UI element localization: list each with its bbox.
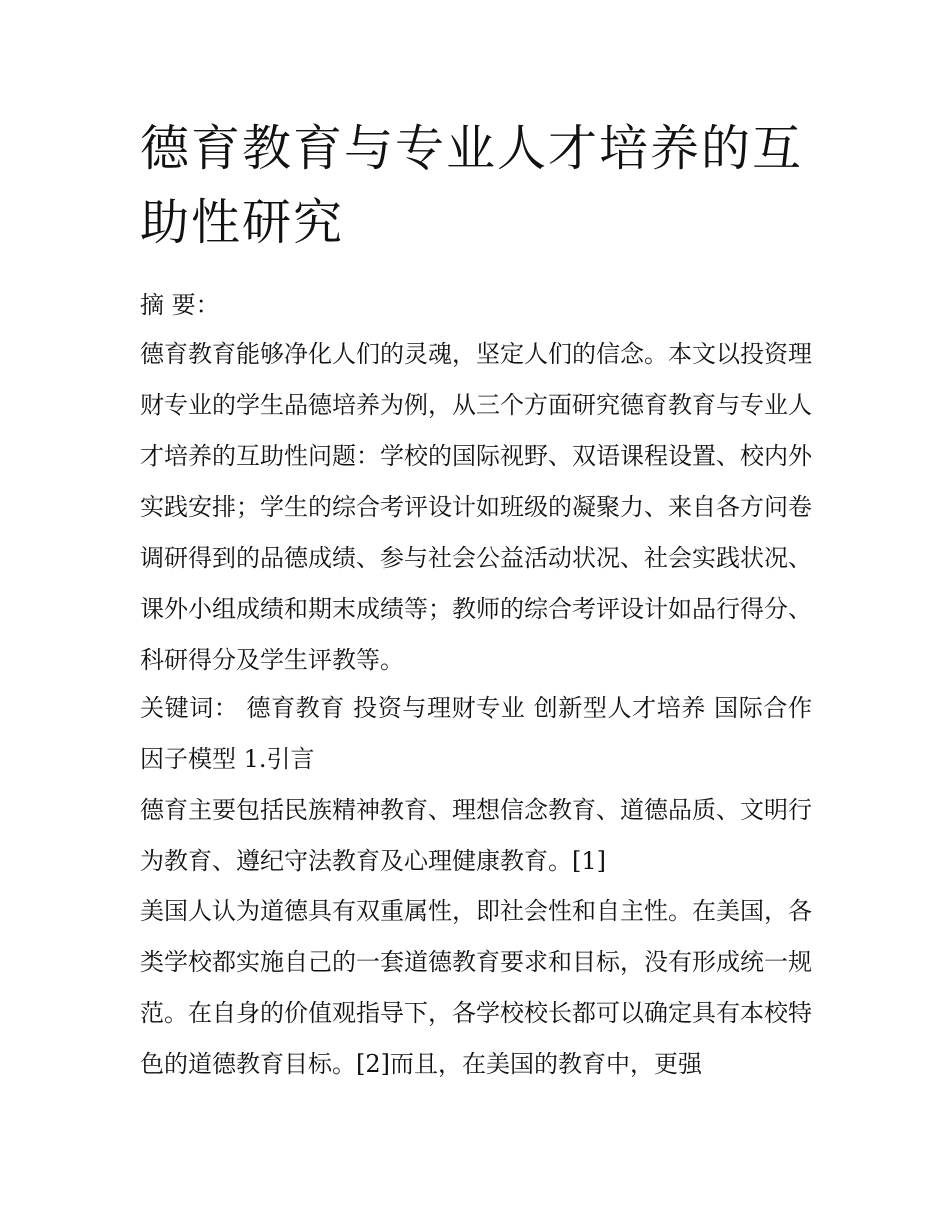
body-paragraph-1: 德育主要包括民族精神教育、理想信念教育、道德品质、文明行为教育、遵纪守法教育及心理健康教育。[1] [140,796,812,875]
keywords-label: 关键词： [140,694,239,722]
keywords-text: 德育教育 投资与理财专业 创新型人才培养 国际合作 因子模型 1.引言 [140,694,813,773]
abstract-label: 摘 要： [140,291,220,319]
keywords-line [140,683,812,785]
document-title: 德育教育与专业人才培养的互助性研究 [140,120,804,251]
abstract-paragraph: 德育教育能够净化人们的灵魂，坚定人们的信念。本文以投资理财专业的学生品德培养为例，从三个方面研究德育教育与专业人才培养的互助性问题：学校的国际视野、双语课程设置、校内外实践安排；学生的综合考评设计如班级的凝聚力、来自各方问卷调研得到的品德成绩、参与社会公益活动状况、社会实践状况、课外小组成绩和期末成绩等；教师的综合考评设计如品行得分、科研得分及学生评教等。 [140,340,812,674]
body-paragraph-2: 美国人认为道德具有双重属性，即社会性和自主性。在美国，各类学校都实施自己的一套道德教育要求和目标，没有形成统一规范。在自身的价值观指导下，各学校校长都可以确定具有本校特色的道德教育目标。[2]而且，在美国的教育中，更强 [140,897,812,1078]
